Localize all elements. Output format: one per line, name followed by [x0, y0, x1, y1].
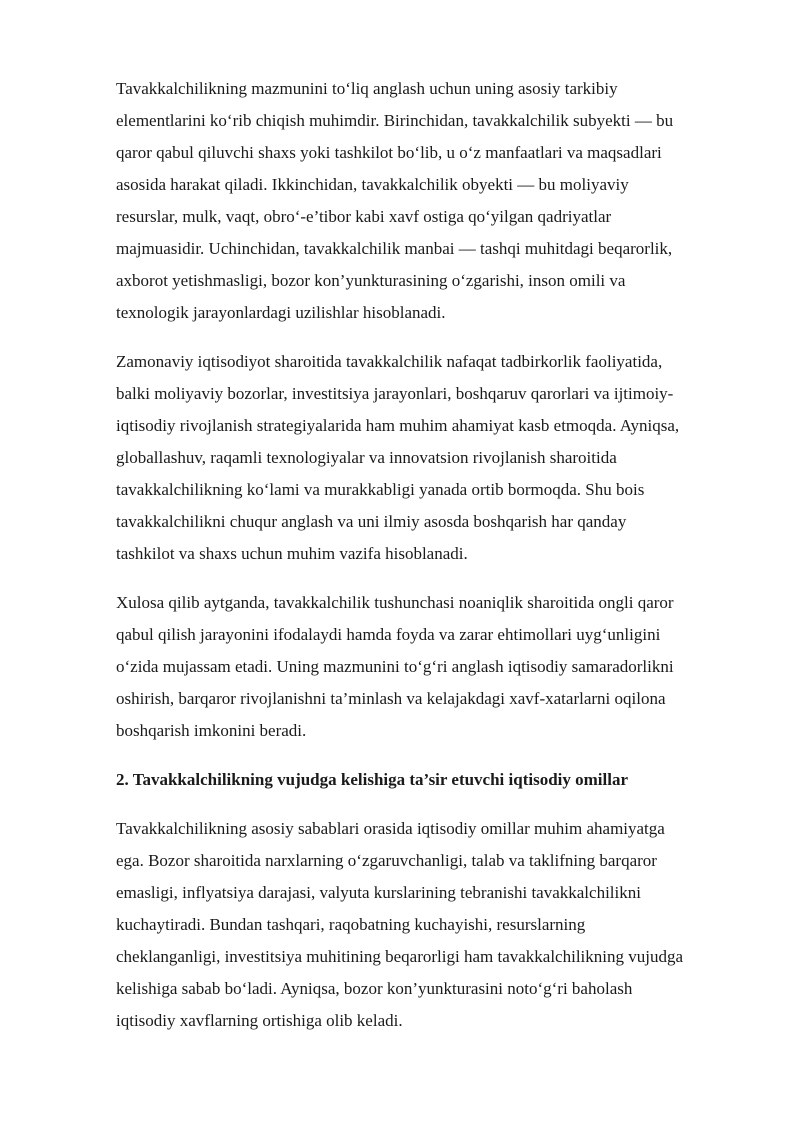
- text-line: kuchaytiradi. Bundan tashqari, raqobatning kuchayishi, resurslarning: [116, 915, 586, 934]
- text-line: kelishiga sabab bo‘ladi. Ayniqsa, bozor kon’yunkturasini noto‘g‘ri baholash: [116, 979, 633, 998]
- section-heading: [116, 764, 746, 796]
- text-line: iqtisodiy rivojlanish strategiyalarida ham muhim ahamiyat kasb etmoqda. Ayniqsa,: [116, 416, 680, 435]
- text-line: axborot yetishmasligi, bozor kon’yunkturasining o‘zgarishi, inson omili va: [116, 271, 626, 290]
- document-page: [116, 73, 746, 1054]
- text-line: qaror qabul qiluvchi shaxs yoki tashkilot bo‘lib, u o‘z manfaatlari va maqsadlari: [116, 143, 662, 162]
- text-line: Tavakkalchilikning mazmunini to‘liq anglash uchun uning asosiy tarkibiy: [116, 79, 618, 98]
- paragraph-4: [116, 813, 746, 1037]
- text-line: emasligi, inflyatsiya darajasi, valyuta kurslarining tebranishi tavakkalchilikni: [116, 883, 641, 902]
- text-line: ega. Bozor sharoitida narxlarning o‘zgaruvchanligi, talab va taklifning barqaror: [116, 851, 657, 870]
- text-line: tavakkalchilikni chuqur anglash va uni ilmiy asosda boshqarish har qanday: [116, 512, 627, 531]
- heading-text: 2. Tavakkalchilikning vujudga kelishiga ta’sir etuvchi iqtisodiy omillar: [116, 770, 629, 789]
- paragraph-3: [116, 587, 746, 747]
- text-line: o‘zida mujassam etadi. Uning mazmunini to‘g‘ri anglash iqtisodiy samaradorlikni: [116, 657, 674, 676]
- text-line: boshqarish imkonini beradi.: [116, 721, 307, 740]
- text-line: cheklanganligi, investitsiya muhitining beqarorligi ham tavakkalchilikning vujudga: [116, 947, 684, 966]
- text-line: balki moliyaviy bozorlar, investitsiya jarayonlari, boshqaruv qarorlari va ijtimoiy-: [116, 384, 674, 403]
- paragraph-2: [116, 346, 746, 570]
- text-line: texnologik jarayonlardagi uzilishlar hisoblanadi.: [116, 303, 446, 322]
- text-line: Xulosa qilib aytganda, tavakkalchilik tushunchasi noaniqlik sharoitida ongli qaror: [116, 593, 674, 612]
- text-line: asosida harakat qiladi. Ikkinchidan, tavakkalchilik obyekti — bu moliyaviy: [116, 175, 629, 194]
- text-line: tavakkalchilikning ko‘lami va murakkabligi yanada ortib bormoqda. Shu bois: [116, 480, 645, 499]
- paragraph-1: [116, 73, 746, 329]
- text-line: tashkilot va shaxs uchun muhim vazifa hisoblanadi.: [116, 544, 468, 563]
- text-line: oshirish, barqaror rivojlanishni ta’minlash va kelajakdagi xavf-xatarlarni oqilona: [116, 689, 666, 708]
- text-line: elementlarini ko‘rib chiqish muhimdir. Birinchidan, tavakkalchilik subyekti — bu: [116, 111, 674, 130]
- text-line: qabul qilish jarayonini ifodalaydi hamda foyda va zarar ehtimollari uyg‘unligini: [116, 625, 661, 644]
- text-line: majmuasidir. Uchinchidan, tavakkalchilik manbai — tashqi muhitdagi beqarorlik,: [116, 239, 673, 258]
- text-line: iqtisodiy xavflarning ortishiga olib keladi.: [116, 1011, 403, 1030]
- text-line: resurslar, mulk, vaqt, obro‘-e’tibor kabi xavf ostiga qo‘yilgan qadriyatlar: [116, 207, 612, 226]
- text-line: Zamonaviy iqtisodiyot sharoitida tavakkalchilik nafaqat tadbirkorlik faoliyatida,: [116, 352, 663, 371]
- text-line: Tavakkalchilikning asosiy sabablari orasida iqtisodiy omillar muhim ahamiyatga: [116, 819, 665, 838]
- text-line: globallashuv, raqamli texnologiyalar va innovatsion rivojlanish sharoitida: [116, 448, 617, 467]
